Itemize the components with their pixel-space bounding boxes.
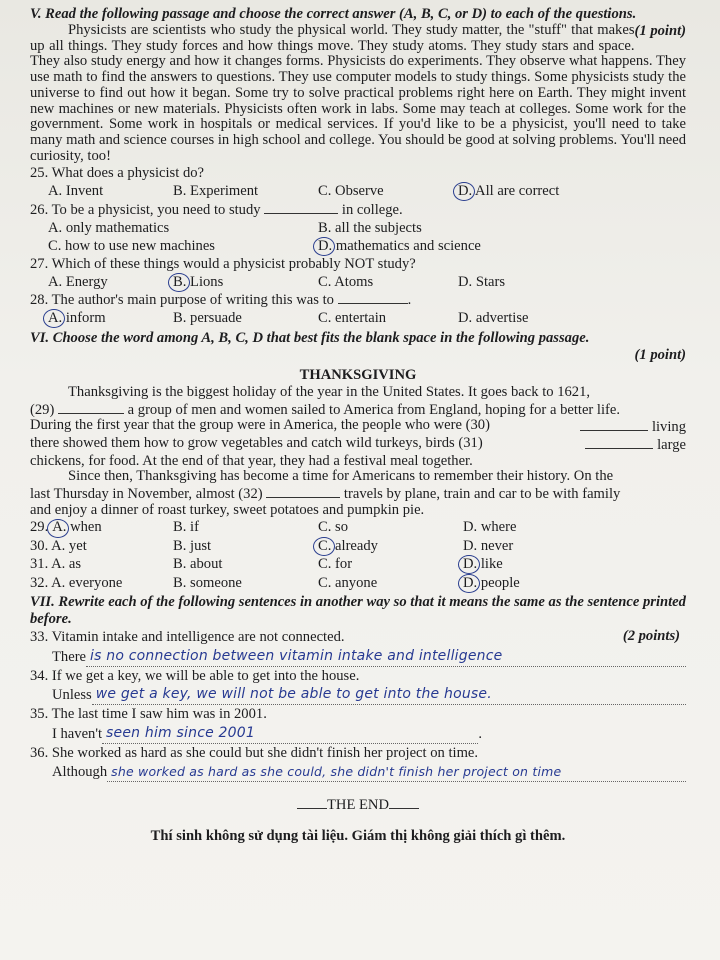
question-32-options <box>30 574 686 593</box>
q28-blank <box>338 291 408 304</box>
question-33-answer-line <box>30 647 686 667</box>
thanksgiving-line-6: Since then, Thanksgiving has become a time for Americans to remember their history. On the <box>68 468 614 485</box>
line-3-end: living <box>651 419 686 436</box>
q35-handwritten-answer[interactable]: seen him since 2001 <box>102 724 478 744</box>
section-5-heading <box>30 6 686 39</box>
thanksgiving-line-3 <box>30 418 686 436</box>
question-35-stem: 35. The last time I saw him was in 2001. <box>30 706 267 723</box>
q30-option-b[interactable]: B. just <box>173 537 212 554</box>
blank-30 <box>580 418 648 431</box>
line-3-text: During the first year that the group were in America, the people who were (30) <box>30 417 490 434</box>
q26-option-b[interactable]: B. all the subjects <box>318 219 422 236</box>
physics-passage: Physicists are scientists who study the physical world. They study matter, the "stuff" that makes up all things. They study forces and how things move. They study atoms. They study stars and space. They also study energy and how it changes forms. Physicists do experiments. They observe what happens. They use math to find the answers to questions. They use computer models to study things. Some physicists study the universe to find out how it began. Some try to solve practical problems right here on Earth. They might invent new machines or new materials. Physicists often work in labs. Some may teach at colleges. Some work for the government. Some work in hospitals or medical services. If you'd like to be a physicist, you'll need to take many math and science courses in high school and college. You should be good at solving problems. You'll need curiosity, too! <box>30 22 686 164</box>
line-7-text-b: travels by plane, train and car to be with family <box>343 486 621 503</box>
question-30-options <box>30 537 686 556</box>
end-rule-left <box>297 796 327 809</box>
q32-option-a-text: A. everyone <box>51 574 123 591</box>
q26-option-a[interactable]: A. only mathematics <box>48 219 170 236</box>
end-rule-right <box>389 796 419 809</box>
q29-option-a-circled[interactable] <box>30 518 173 537</box>
q31-option-c[interactable]: C. for <box>318 556 353 573</box>
q26-stem-after: in college. <box>341 201 403 218</box>
q28-option-a-circled[interactable]: A. inform <box>48 309 173 328</box>
q31-number: 31. <box>30 556 49 573</box>
thanksgiving-line-1: Thanksgiving is the biggest holiday of the year in the United States. It goes back to 1621, <box>68 383 591 400</box>
q28-option-d[interactable]: D. advertise <box>458 310 529 327</box>
question-28-stem: 28. The author's main purpose of writing this was to . <box>30 292 412 309</box>
q29-number: 29. <box>30 519 49 536</box>
q27-option-a[interactable]: A. Energy <box>48 273 108 290</box>
question-35-answer-line <box>30 724 482 744</box>
section-6-points-row <box>30 347 686 364</box>
q32-number: 32. <box>30 574 49 591</box>
thanksgiving-line-7 <box>30 485 686 503</box>
the-end-text: THE END <box>326 797 389 814</box>
line-4-text: there showed them how to grow vegetables and catch wild turkeys, birds (31) <box>30 434 483 451</box>
q32-option-d-circled[interactable]: D. people <box>463 574 613 593</box>
q29-option-c[interactable]: C. so <box>318 519 349 536</box>
question-34-stem: 34. If we get a key, we will be able to get into the house. <box>30 667 360 684</box>
q32-option-c[interactable]: C. anyone <box>318 574 378 591</box>
passage-title: THANKSGIVING <box>299 366 417 383</box>
q34-handwritten-answer[interactable]: we get a key, we will not be able to get into the house. <box>92 685 686 705</box>
question-26-options <box>30 219 686 255</box>
line-4-end: large <box>657 436 686 453</box>
q29-option-b[interactable]: B. if <box>173 519 199 536</box>
question-25-stem: 25. What does a physicist do? <box>30 165 205 182</box>
q36-prompt: Although <box>52 764 108 781</box>
section-6-heading-text: VI. Choose the word among A, B, C, D that best fits the blank space in the following passage. <box>30 329 590 346</box>
q30-option-a[interactable] <box>30 537 173 556</box>
q27-option-c[interactable]: C. Atoms <box>318 273 374 290</box>
thanksgiving-line-5: chickens, for food. At the end of that year, they had a festival meal together. <box>30 452 473 469</box>
q32-option-a[interactable] <box>30 574 173 593</box>
q26-option-d-circled[interactable]: D. mathematics and science <box>318 237 608 255</box>
question-28-options <box>30 309 686 328</box>
q33-handwritten-answer[interactable]: is no connection between vitamin intake and intelligence <box>86 647 686 667</box>
q31-option-a[interactable] <box>30 555 173 574</box>
q31-option-d-circled[interactable]: D. like <box>463 555 613 574</box>
question-27-stem: 27. Which of these things would a physicist probably NOT study? <box>30 255 416 272</box>
q25-option-c[interactable]: C. Observe <box>318 183 384 200</box>
q30-option-d[interactable]: D. never <box>463 537 514 554</box>
q31-option-a-text: A. as <box>51 556 82 573</box>
q28-option-b[interactable]: B. persuade <box>173 310 242 327</box>
thanksgiving-line-8: and enjoy a dinner of roast turkey, sweet potatoes and pumpkin pie. <box>30 501 425 518</box>
blank-32 <box>266 485 340 498</box>
q25-option-a[interactable]: A. Invent <box>48 183 104 200</box>
q25-option-b[interactable]: B. Experiment <box>173 183 259 200</box>
question-26-stem <box>30 201 686 219</box>
q27-option-b-circled[interactable]: B. Lions <box>173 273 318 292</box>
the-end <box>30 796 686 814</box>
question-33-stem: 33. Vitamin intake and intelligence are not connected. <box>30 629 345 646</box>
question-25-options <box>30 182 686 201</box>
section-5-heading-text: V. Read the following passage and choose the correct answer (A, B, C, or D) to each of the questions. <box>30 6 637 22</box>
q33-prompt: There <box>52 648 87 665</box>
q29-option-d[interactable]: D. where <box>463 519 517 536</box>
q30-option-a-text: A. yet <box>51 537 87 554</box>
q36-handwritten-answer[interactable]: she worked as hard as she could, she didn't finish her project on time <box>107 762 686 782</box>
section-5-points: (1 point) <box>634 23 686 39</box>
q32-option-b[interactable]: B. someone <box>173 574 242 591</box>
exam-footer-note: Thí sinh không sử dụng tài liệu. Giám thị không giải thích gì thêm. <box>150 828 566 845</box>
blank-29 <box>58 401 124 414</box>
line-7-text-a: last Thursday in November, almost (32) <box>30 486 263 503</box>
thanksgiving-line-2 <box>30 401 686 419</box>
q35-prompt: I haven't <box>52 725 103 742</box>
q28-option-c[interactable]: C. entertain <box>318 310 387 327</box>
line-2-text: a group of men and women sailed to America from England, hoping for a better life. <box>127 401 621 418</box>
q30-number: 30. <box>30 537 49 554</box>
q27-option-d[interactable]: D. Stars <box>458 273 506 290</box>
section-6-points: (1 point) <box>634 346 686 363</box>
section-7-heading-text: VII. Rewrite each of the following sentences in another way so that it means the same as the sentence printed before. <box>30 594 686 628</box>
blank-29-number: (29) <box>30 401 55 418</box>
q26-stem-before: 26. To be a physicist, you need to study <box>30 201 261 218</box>
section-7-points: (2 points) <box>622 628 680 645</box>
q29-option-a[interactable]: A. when <box>52 519 102 536</box>
q26-option-c[interactable]: C. how to use new machines <box>48 237 215 254</box>
question-27-options <box>30 273 686 292</box>
thanksgiving-line-4 <box>30 436 686 454</box>
q26-blank <box>264 201 338 214</box>
question-36-stem: 36. She worked as hard as she could but she didn't finish her project on time. <box>30 744 479 761</box>
q25-option-d-circled[interactable]: D. All are correct <box>458 182 608 201</box>
question-34-answer-line <box>30 685 686 705</box>
question-29-options <box>30 518 686 537</box>
q28-stem-text: 28. The author's main purpose of writing this was to <box>30 292 334 309</box>
q35-end: . <box>478 725 482 742</box>
q34-prompt: Unless <box>52 687 92 704</box>
q31-option-b[interactable]: B. about <box>173 556 223 573</box>
question-36-answer-line <box>30 762 686 782</box>
blank-31 <box>585 436 653 449</box>
q30-option-c-circled[interactable]: C. already <box>318 537 463 556</box>
question-31-options <box>30 555 686 574</box>
section-6-heading <box>30 330 686 347</box>
